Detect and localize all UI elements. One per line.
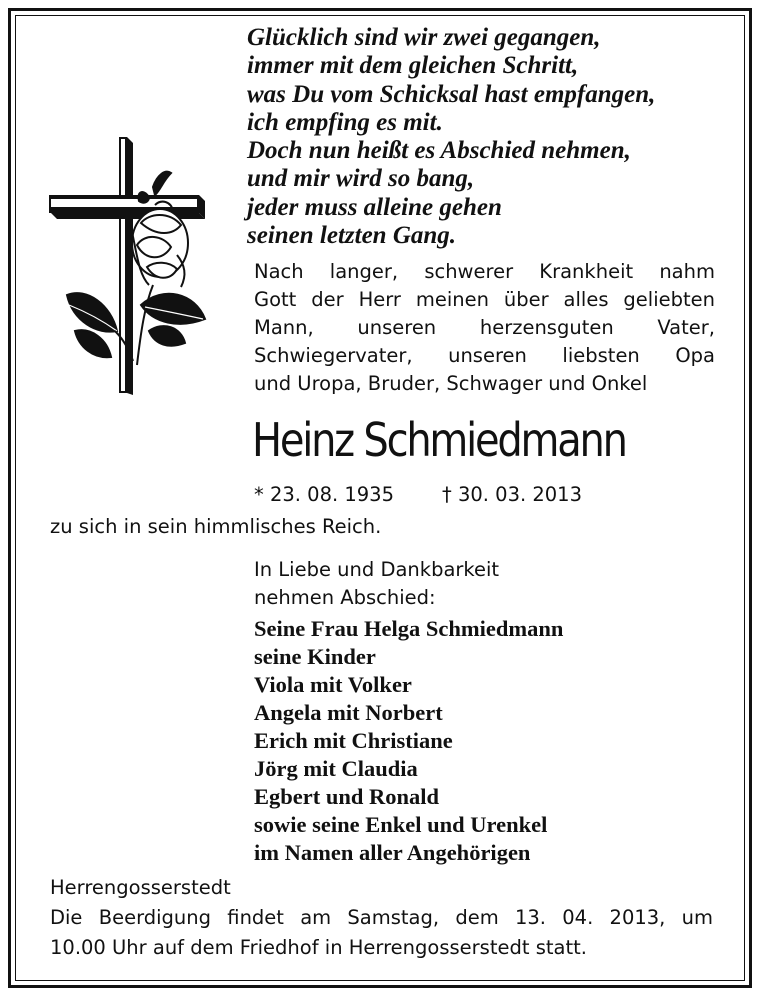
intro-line: Nach langer, schwerer Krankheit nahm bbox=[254, 260, 715, 283]
mourners-list bbox=[254, 615, 563, 867]
mourner-line: Egbert und Ronald bbox=[254, 784, 440, 809]
poem-line: immer mit dem gleichen Schritt, bbox=[247, 52, 579, 80]
poem-line: jeder muss alleine gehen bbox=[247, 193, 502, 221]
deceased-name: Heinz Schmiedmann bbox=[252, 413, 626, 467]
mourner-line: Seine Frau Helga Schmiedmann bbox=[254, 616, 564, 641]
poem-line: ich empfing es mit. bbox=[247, 108, 443, 136]
cross-with-rose-icon bbox=[45, 135, 215, 395]
funeral-line: 10.00 Uhr auf dem Friedhof in Herrengosserstedt statt. bbox=[50, 936, 587, 959]
mourner-line: Jörg mit Claudia bbox=[254, 756, 418, 781]
funeral-notice bbox=[50, 903, 713, 963]
intro-line: und Uropa, Bruder, Schwager und Onkel bbox=[254, 372, 648, 395]
mourner-line: sowie seine Enkel und Urenkel bbox=[254, 812, 548, 837]
poem-line: Doch nun heißt es Abschied nehmen, bbox=[247, 137, 631, 165]
poem bbox=[247, 24, 655, 250]
mourner-line: im Namen aller Angehörigen bbox=[254, 840, 531, 865]
mourner-line: seine Kinder bbox=[254, 644, 376, 669]
farewell-line: nehmen Abschied: bbox=[254, 586, 436, 609]
farewell-text bbox=[254, 556, 499, 612]
poem-line: seinen letzten Gang. bbox=[247, 222, 457, 250]
intro-line: Mann, unseren herzensguten Vater, bbox=[254, 316, 715, 339]
farewell-line: In Liebe und Dankbarkeit bbox=[254, 558, 500, 581]
intro-paragraph bbox=[254, 258, 715, 398]
poem-line: und mir wird so bang, bbox=[247, 165, 475, 193]
poem-line: was Du vom Schicksal hast empfangen, bbox=[247, 80, 656, 108]
mourner-line: Erich mit Christiane bbox=[254, 728, 453, 753]
funeral-line: Die Beerdigung findet am Samstag, dem 13. 04. 2013, um bbox=[50, 906, 713, 929]
mourner-line: Angela mit Norbert bbox=[254, 700, 443, 725]
life-dates bbox=[254, 480, 582, 510]
birth-date: * 23. 08. 1935 bbox=[254, 483, 394, 506]
mourner-line: Viola mit Volker bbox=[254, 672, 412, 697]
closing-line: zu sich in sein himmlisches Reich. bbox=[50, 515, 382, 538]
intro-line: Gott der Herr meinen über alles geliebten bbox=[254, 288, 715, 311]
death-date: † 30. 03. 2013 bbox=[442, 483, 582, 506]
poem-line: Glücklich sind wir zwei gegangen, bbox=[247, 24, 601, 51]
place-name: Herrengosserstedt bbox=[50, 876, 231, 899]
intro-line: Schwiegervater, unseren liebsten Opa bbox=[254, 344, 715, 367]
